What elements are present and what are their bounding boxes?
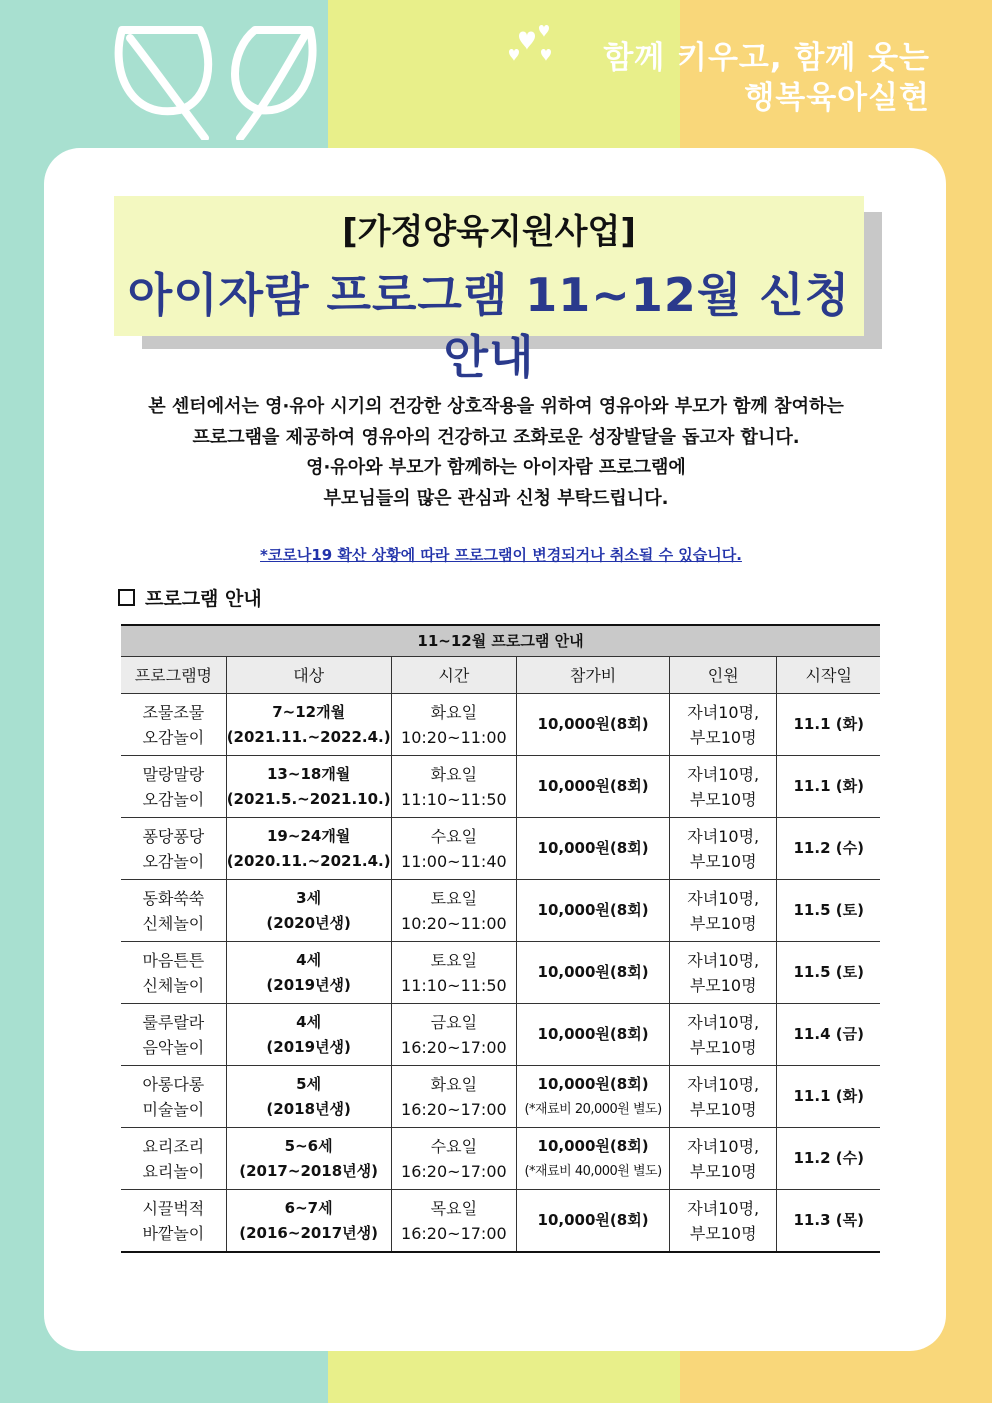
cell-program-name-name2: 요리놀이 [142,1161,205,1181]
cell-capacity-cap2: 부모10명 [689,913,757,933]
cell-capacity [669,942,776,1004]
cell-start-date [777,756,880,818]
header-target: 대상 [226,657,391,694]
cell-start-date [777,694,880,756]
cell-program-name-name1: 조물조물 [142,702,205,722]
program-table [121,624,880,1253]
intro-line-1: 본 센터에서는 영·유아 시기의 건강한 상호작용을 위하여 영유아와 부모가 함께 참여하는 [148,396,844,417]
cell-start-date-start: 11.1 (화) [793,1087,864,1105]
cell-fee [517,694,670,756]
cell-program-name [121,880,226,942]
cell-time-time2: 11:00~11:40 [401,851,507,871]
cell-capacity-cap2: 부모10명 [689,727,757,747]
table-caption: 11~12월 프로그램 안내 [121,625,880,657]
cell-fee-fee: 10,000원(8회) [537,1211,649,1229]
cell-program-name-name2: 음악놀이 [142,1037,205,1057]
cell-program-name-name1: 시끌벅적 [142,1198,205,1218]
cell-capacity [669,1066,776,1128]
cell-target-target2: (2016~2017년생) [239,1223,379,1242]
cell-program-name-name1: 퐁당퐁당 [142,826,205,846]
cell-fee-fee-note: (*재료비 20,000원 별도) [524,1101,662,1117]
leaf-icon [100,10,330,140]
intro-line-2: 프로그램을 제공하여 영유아의 건강하고 조화로운 성장발달을 돕고자 합니다. [192,426,800,448]
cell-target-target1: 6~7세 [284,1198,333,1217]
cell-start-date-start: 11.3 (목) [793,1211,864,1229]
cell-time-time2: 16:20~17:00 [401,1161,507,1181]
cell-time [391,1066,517,1128]
cell-capacity-cap1: 자녀10명, [687,1136,760,1156]
cell-fee-fee: 10,000원(8회) [537,1074,649,1093]
cell-start-date-start: 11.5 (토) [793,963,864,981]
cell-capacity [669,1190,776,1253]
cell-time [391,1004,517,1066]
header-start-date: 시작일 [777,657,880,694]
cell-time-time1: 토요일 [430,888,478,908]
cell-time [391,694,517,756]
cell-capacity-cap2: 부모10명 [689,1223,757,1243]
cell-fee [517,1128,670,1190]
cell-capacity-cap1: 자녀10명, [687,826,760,846]
cell-program-name-name2: 오감놀이 [142,789,205,809]
section-heading [118,584,262,611]
cell-target-target2: (2020년생) [266,913,351,932]
slogan-line-2: 행복육아실현 [744,80,930,116]
table-row [121,1128,880,1190]
cell-start-date [777,880,880,942]
cell-program-name [121,818,226,880]
cell-target-target1: 4세 [296,1012,322,1031]
cell-time-time2: 16:20~17:00 [401,1099,507,1119]
cell-fee [517,942,670,1004]
cell-program-name-name1: 룰루랄라 [142,1012,205,1032]
cell-fee-fee: 10,000원(8회) [537,901,649,919]
cell-capacity-cap1: 자녀10명, [687,1074,760,1094]
cell-program-name-name1: 아롱다롱 [142,1074,205,1094]
cell-target-target1: 19~24개월 [267,826,351,845]
cell-program-name-name2: 신체놀이 [142,913,205,933]
cell-time-time1: 금요일 [430,1012,478,1032]
cell-time-time1: 화요일 [430,1074,478,1094]
cell-time-time1: 수요일 [430,826,478,846]
hearts-icon [505,22,565,72]
cell-start-date-start: 11.4 (금) [793,1025,864,1043]
cell-time-time2: 11:10~11:50 [401,975,507,995]
cell-start-date-start: 11.1 (화) [793,715,864,733]
intro-line-4: 부모님들의 많은 관심과 신청 부탁드립니다. [323,487,669,509]
cell-time-time1: 화요일 [430,702,478,722]
cell-target-target1: 5세 [296,1074,322,1093]
cell-capacity-cap2: 부모10명 [689,975,757,995]
cell-capacity [669,1004,776,1066]
cell-capacity-cap2: 부모10명 [689,1099,757,1119]
cell-target [226,942,391,1004]
cell-program-name [121,1190,226,1253]
table-row [121,818,880,880]
cell-time-time1: 수요일 [430,1136,478,1156]
table-row [121,756,880,818]
table-row [121,880,880,942]
cell-time-time2: 16:20~17:00 [401,1037,507,1057]
cell-program-name-name2: 미술놀이 [142,1099,205,1119]
cell-fee [517,1190,670,1253]
cell-start-date [777,942,880,1004]
cell-fee-fee: 10,000원(8회) [537,715,649,733]
cell-target-target2: (2019년생) [266,1037,351,1056]
cell-program-name-name2: 오감놀이 [142,851,205,871]
cell-program-name-name2: 신체놀이 [142,975,205,995]
cell-capacity [669,880,776,942]
cell-time [391,942,517,1004]
table-row [121,1004,880,1066]
cell-capacity-cap2: 부모10명 [689,1161,757,1181]
cell-fee [517,756,670,818]
cell-fee-fee: 10,000원(8회) [537,839,649,857]
cell-start-date [777,1004,880,1066]
cell-target [226,756,391,818]
slogan-line-1: 함께 키우고, 함께 웃는 [603,40,930,76]
cell-time-time1: 목요일 [430,1198,478,1218]
cell-time [391,880,517,942]
notice-text: *코로나19 확산 상황에 따라 프로그램이 변경되거나 취소될 수 있습니다. [260,546,742,564]
cell-start-date [777,1066,880,1128]
intro-text [60,392,932,514]
cell-time-time2: 10:20~11:00 [401,727,507,747]
cell-program-name [121,694,226,756]
cell-program-name-name1: 요리조리 [142,1136,205,1156]
checkbox-icon [118,589,135,606]
cell-target-target2: (2021.5.~2021.10.) [226,789,391,808]
cell-capacity-cap2: 부모10명 [689,789,757,809]
cell-capacity-cap2: 부모10명 [689,1037,757,1057]
cell-program-name [121,942,226,1004]
cell-time-time1: 토요일 [430,950,478,970]
cell-target [226,1128,391,1190]
cell-fee-fee: 10,000원(8회) [537,1136,649,1155]
cell-program-name [121,1066,226,1128]
cell-start-date-start: 11.5 (토) [793,901,864,919]
cell-time-time2: 10:20~11:00 [401,913,507,933]
cell-time [391,1190,517,1253]
cell-program-name [121,1004,226,1066]
cell-target [226,1190,391,1253]
header-program-name: 프로그램명 [121,657,226,694]
cell-target-target1: 3세 [296,888,322,907]
cell-capacity-cap1: 자녀10명, [687,1012,760,1032]
table-row [121,1066,880,1128]
intro-line-3: 영·유아와 부모가 함께하는 아이자람 프로그램에 [306,457,686,478]
cell-time [391,818,517,880]
table-row [121,942,880,1004]
cell-target-target2: (2021.11.~2022.4.) [226,727,391,746]
cell-time-time2: 16:20~17:00 [401,1223,507,1243]
title-box [114,196,864,384]
cell-program-name-name1: 마음튼튼 [142,950,205,970]
cell-program-name-name1: 말랑말랑 [142,764,205,784]
cell-start-date [777,1128,880,1190]
cell-fee-fee-note: (*재료비 40,000원 별도) [524,1163,662,1179]
cell-capacity-cap1: 자녀10명, [687,950,760,970]
cell-target [226,694,391,756]
cell-start-date-start: 11.2 (수) [793,1149,864,1167]
header-capacity: 인원 [669,657,776,694]
cell-target-target2: (2019년생) [266,975,351,994]
cell-capacity-cap1: 자녀10명, [687,764,760,784]
cell-target [226,1066,391,1128]
cell-target-target2: (2018년생) [266,1099,351,1118]
cell-target-target1: 7~12개월 [272,702,346,721]
cell-target-target2: (2020.11.~2021.4.) [226,851,391,870]
cell-capacity [669,694,776,756]
cell-fee [517,818,670,880]
cell-time-time1: 화요일 [430,764,478,784]
cell-time [391,1128,517,1190]
cell-fee-fee: 10,000원(8회) [537,777,649,795]
cell-program-name-name2: 바깥놀이 [142,1223,205,1243]
cell-fee [517,880,670,942]
cell-capacity [669,756,776,818]
slogan [603,38,930,118]
table-row [121,1190,880,1253]
cell-fee-fee: 10,000원(8회) [537,1025,649,1043]
cell-program-name [121,756,226,818]
cell-fee-fee: 10,000원(8회) [537,963,649,981]
header-fee: 참가비 [517,657,670,694]
cell-fee [517,1066,670,1128]
cell-capacity-cap1: 자녀10명, [687,702,760,722]
cell-program-name-name2: 오감놀이 [142,727,205,747]
cell-program-name-name1: 동화쑥쑥 [142,888,205,908]
cell-capacity-cap2: 부모10명 [689,851,757,871]
header-time: 시간 [391,657,517,694]
cell-capacity-cap1: 자녀10명, [687,1198,760,1218]
cell-target-target1: 4세 [296,950,322,969]
cell-time [391,756,517,818]
cell-target-target1: 5~6세 [284,1136,333,1155]
cell-capacity [669,818,776,880]
cell-target [226,818,391,880]
page-title: 아이자람 프로그램 11~12월 신청안내 [127,268,851,384]
section-title-label: 프로그램 안내 [145,588,262,610]
cell-target [226,880,391,942]
cell-fee [517,1004,670,1066]
cell-start-date-start: 11.2 (수) [793,839,864,857]
cell-capacity [669,1128,776,1190]
cell-time-time2: 11:10~11:50 [401,789,507,809]
cell-start-date [777,818,880,880]
cell-start-date-start: 11.1 (화) [793,777,864,795]
cell-start-date [777,1190,880,1253]
cell-target-target1: 13~18개월 [267,764,351,783]
cell-capacity-cap1: 자녀10명, [687,888,760,908]
cell-program-name [121,1128,226,1190]
cell-target [226,1004,391,1066]
cell-target-target2: (2017~2018년생) [239,1161,379,1180]
title-sub: [가정양육지원사업] [342,212,636,252]
table-row [121,694,880,756]
